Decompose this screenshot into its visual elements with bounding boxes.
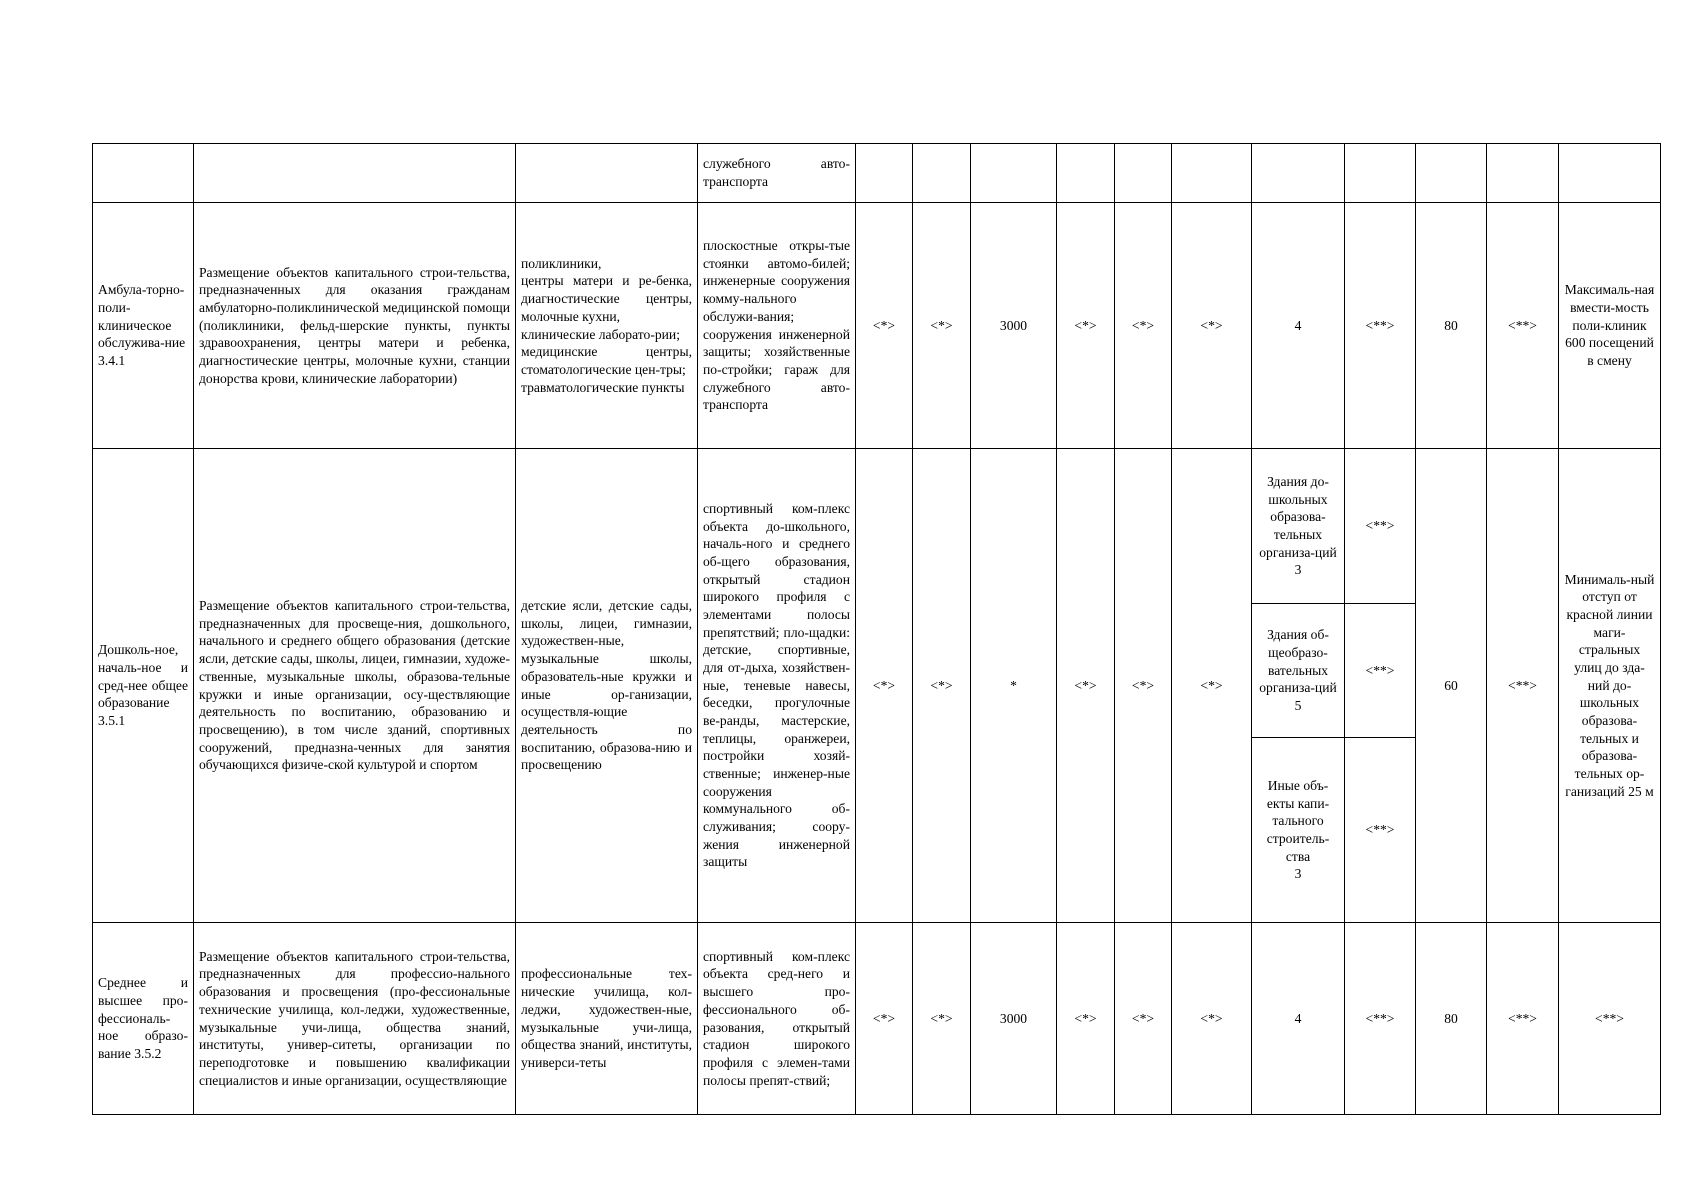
param-cell [1416, 144, 1487, 203]
use-description-cell [194, 144, 516, 203]
param-cell: <*> [856, 923, 913, 1115]
param-cell: <*> [913, 923, 971, 1115]
main-use-cell [516, 144, 698, 203]
floors-label: Иные объ-екты капи-тального строитель-ства [1266, 777, 1330, 864]
use-description-cell: Размещение объектов капитального строи-тельства, предназначенных для просвеще-ния, дошкольного, начального и среднего общего образования (детские ясли, детские сады, школы, лицеи, гимназии, художе-ственные, музыкальные школы, образова-тельные кружки и иные организации, осу-ществляющие деятельность по воспитанию, образованию и просвещению), в том числе зданий, спортивных сооружений, предназна-ченных для занятия обучающихся физиче-ской культурой и спортом [194, 449, 516, 923]
use-description-cell: Размещение объектов капитального строи-тельства, предназначенных для профессио-нального образования и просвещения (про-фессиональные технические училища, кол-леджи, художественные, музыкальные учи-лища, общества знаний, институты, универ-ситеты, организации по переподготовке и повышению квалификации специалистов и иные организации, осуществляющие [194, 923, 516, 1115]
aux-use-cell: служебного авто-транспорта [698, 144, 856, 203]
param-cell: <*> [1115, 203, 1172, 449]
use-description-cell: Размещение объектов капитального строи-тельства, предназначенных для оказания гражданам амбулаторно-поликлинической медицинской помощи (поликлиники, фельд-шерские пункты, пункты здравоохранения, центры матери и ребенка, диагностические центры, молочные кухни, станции донорства крови, клинические лаборатории) [194, 203, 516, 449]
aux-use-cell: спортивный ком-плекс объекта до-школьного, началь-ного и среднего об-щего образования, открытый стадион широкого профиля с элементами полосы препятствий; пло-щадки: детские, спортивные, для от-дыха, хозяйствен-ные, теневые навесы, беседки, прогулочные ве-ранды, мастерские, теплицы, оранжереи, постройки хозяй-ственные; инженер-ные сооружения коммунального об-служивания; соору-жения инженерной защиты [698, 449, 856, 923]
use-name-cell: Амбула-торно-поли-клиническое обслужива-ние 3.4.1 [93, 203, 194, 449]
floors-value: 5 [1294, 698, 1302, 713]
param-cell: <*> [913, 449, 971, 923]
param-cell: <*> [856, 203, 913, 449]
param-cell: 3000 [971, 923, 1057, 1115]
param-cell: <**> [1345, 203, 1416, 449]
param-cell [856, 144, 913, 203]
param-cell: <*> [1172, 923, 1252, 1115]
param-cell: <**> [1345, 738, 1416, 923]
floors-label: Здания об-щеобразо-вательных организа-ций [1259, 627, 1337, 696]
table-row [93, 923, 1661, 1115]
param-cell: 60 [1416, 449, 1487, 923]
param-cell: <**> [1345, 449, 1416, 604]
note-cell: Максималь-ная вмести-мость поли-клиник 600 посещений в смену [1559, 203, 1661, 449]
main-use-cell: профессиональные тех-нические училища, кол-леджи, художествен-ные, музыкальные учи-лища, общества знаний, институты, универси-теты [516, 923, 698, 1115]
param-cell [1057, 144, 1115, 203]
param-cell [1559, 144, 1661, 203]
param-cell: <**> [1487, 449, 1559, 923]
floors-value: 3 [1294, 562, 1302, 578]
regulations-table [92, 143, 1661, 1115]
param-cell [1345, 144, 1416, 203]
floors-value: 3 [1294, 866, 1302, 882]
param-cell [971, 144, 1057, 203]
param-cell: * [971, 449, 1057, 923]
param-cell: 80 [1416, 203, 1487, 449]
floors-subcell [1252, 738, 1345, 923]
param-cell: <**> [1345, 604, 1416, 738]
param-cell: <*> [913, 203, 971, 449]
param-cell: <**> [1487, 203, 1559, 449]
param-cell: <*> [1172, 203, 1252, 449]
param-cell: 4 [1252, 923, 1345, 1115]
table-row [93, 203, 1661, 449]
floors-label: Здания до-школьных образова-тельных организа-ций [1259, 473, 1337, 560]
use-name-cell: Среднее и высшее про-фессиональ-ное образо-вание 3.5.2 [93, 923, 194, 1115]
aux-use-cell: спортивный ком-плекс объекта сред-него и высшего про-фессионального об-разования, открытый стадион широкого профиля с элемен-тами полосы препят-ствий; [698, 923, 856, 1115]
param-cell: <*> [1057, 203, 1115, 449]
table-row [93, 449, 1661, 604]
param-cell: <*> [1172, 449, 1252, 923]
param-cell: <*> [856, 449, 913, 923]
floors-subcell [1252, 604, 1345, 738]
param-cell: <*> [1115, 923, 1172, 1115]
param-cell: <*> [1057, 449, 1115, 923]
param-cell [1172, 144, 1252, 203]
param-cell: 4 [1252, 203, 1345, 449]
param-cell: 3000 [971, 203, 1057, 449]
param-cell: <**> [1487, 923, 1559, 1115]
aux-use-cell: плоскостные откры-тые стоянки автомо-билей; инженерные сооружения комму-нального обслужи-вания; сооружения инженерной защиты; хозяйственные по-стройки; гараж для служебного авто-транспорта [698, 203, 856, 449]
param-cell [913, 144, 971, 203]
param-cell: <**> [1345, 923, 1416, 1115]
param-cell [1487, 144, 1559, 203]
param-cell: <*> [1057, 923, 1115, 1115]
floors-subcell [1252, 449, 1345, 604]
param-cell: 80 [1416, 923, 1487, 1115]
table-row [93, 144, 1661, 203]
main-use-cell: детские ясли, детские сады, школы, лицеи, гимназии, художествен-ные, музыкальные школы, образователь-ные кружки и иные ор-ганизации, осуществля-ющие деятельность по воспитанию, образова-нию и просвещению [516, 449, 698, 923]
use-name-cell [93, 144, 194, 203]
note-cell: Минималь-ный отступ от красной линии маги-стральных улиц до зда-ний до-школьных образова-тельных и образова-тельных ор-ганизаций 25 м [1559, 449, 1661, 923]
param-cell [1115, 144, 1172, 203]
main-use-cell: поликлиники, центры матери и ре-бенка, диагностические центры, молочные кухни, клинические лаборато-рии; медицинские центры, стоматологические цен-тры; травматологические пункты [516, 203, 698, 449]
note-cell: <**> [1559, 923, 1661, 1115]
use-name-cell: Дошколь-ное, началь-ное и сред-нее общее образование 3.5.1 [93, 449, 194, 923]
param-cell: <*> [1115, 449, 1172, 923]
param-cell [1252, 144, 1345, 203]
